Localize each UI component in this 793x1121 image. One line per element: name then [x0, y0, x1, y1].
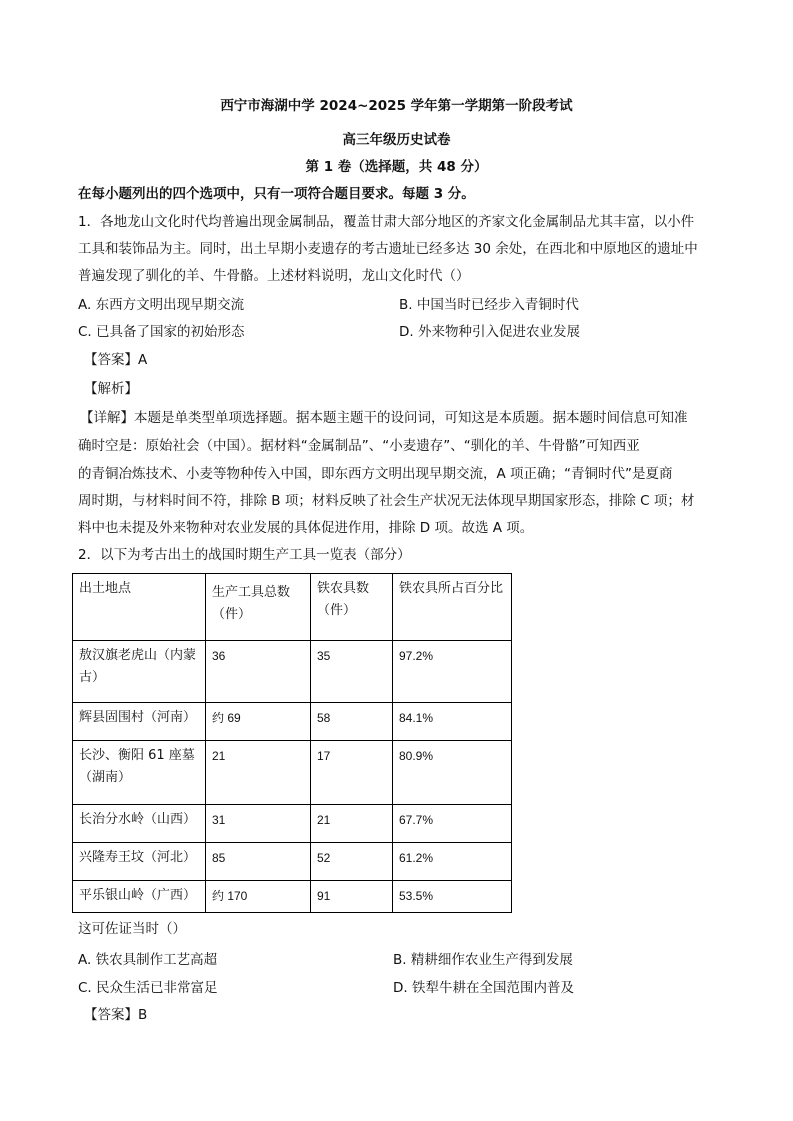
q1-detail-line: 料中也未提及外来物种对农业发展的具体促进作用，排除 D 项。故选 A 项。 [78, 520, 534, 536]
q2-answer: 【答案】B [84, 1007, 148, 1023]
table-cell-site: 长治分水岭（山西） [73, 805, 206, 843]
table-cell-total: 约 69 [206, 703, 311, 741]
table-header-row [73, 574, 512, 641]
table-cell-iron: 21 [311, 805, 393, 843]
table-cell-percent: 84.1% [393, 703, 512, 741]
q1-option-d: D. 外来物种引入促进农业发展 [399, 324, 580, 340]
table-cell-site: 长沙、衡阳 61 座墓（湖南） [73, 741, 206, 805]
table-header-cell: 铁农具所占百分比 [393, 574, 512, 641]
table-cell-site: 敖汉旗老虎山（内蒙古） [73, 641, 206, 703]
table-cell-percent: 80.9% [393, 741, 512, 805]
exam-title: 西宁市海湖中学 2024~2025 学年第一学期第一阶段考试 [220, 98, 573, 114]
table-cell-total: 36 [206, 641, 311, 703]
table-cell-percent: 53.5% [393, 881, 512, 913]
table-cell-iron: 17 [311, 741, 393, 805]
q1-detail-line: 确时空是：原始社会（中国）。据材料“金属制品”、“小麦遗存”、“驯化的羊、牛骨骼”可知西亚 [78, 438, 640, 454]
table-cell-iron: 52 [311, 843, 393, 881]
table-cell-site: 兴隆寿王坟（河北） [73, 843, 206, 881]
table-cell-iron: 91 [311, 881, 393, 913]
tools-table [72, 573, 512, 913]
table-row [73, 641, 512, 703]
q2-option-a: A. 铁农具制作工艺高超 [78, 952, 218, 968]
exam-subtitle: 高三年级历史试卷 [342, 132, 451, 148]
section-heading: 第 1 卷（选择题，共 48 分） [305, 159, 488, 175]
table-cell-site: 辉县固围村（河南） [73, 703, 206, 741]
instruction-text: 在每小题列出的四个选项中，只有一项符合题目要求。每题 3 分。 [78, 186, 475, 202]
table-cell-iron: 58 [311, 703, 393, 741]
table-cell-percent: 67.7% [393, 805, 512, 843]
q1-analysis-label: 【解析】 [84, 381, 138, 397]
q1-stem-line: 1．各地龙山文化时代均普遍出现金属制品，覆盖甘肃大部分地区的齐家文化金属制品尤其丰富，以小件 [78, 214, 695, 230]
q2-option-c: C. 民众生活已非常富足 [78, 980, 218, 996]
table-row [73, 805, 512, 843]
q1-option-a: A. 东西方文明出现早期交流 [78, 297, 245, 313]
table-row [73, 703, 512, 741]
table-cell-total: 85 [206, 843, 311, 881]
table-cell-iron: 35 [311, 641, 393, 703]
table-cell-site: 平乐银山岭（广西） [73, 881, 206, 913]
q2-stem: 2．以下为考古出土的战国时期生产工具一览表（部分） [78, 547, 411, 563]
q1-option-c: C. 已具备了国家的初始形态 [78, 324, 245, 340]
table-header-cell: 铁农具数（件） [311, 574, 393, 641]
q1-detail-line: 【详解】本题是单类型单项选择题。据本题主题干的设问词，可知这是本质题。据本题时间信息可知准 [80, 410, 688, 426]
q1-option-b: B. 中国当时已经步入青铜时代 [399, 297, 579, 313]
q2-option-d: D. 铁犁牛耕在全国范围内普及 [393, 980, 574, 996]
q1-detail-line: 周时期，与材料时间不符，排除 B 项；材料反映了社会生产状况无法体现早期国家形态，排除 C 项；材 [78, 493, 695, 509]
table-cell-total: 21 [206, 741, 311, 805]
q2-option-b: B. 精耕细作农业生产得到发展 [393, 952, 573, 968]
q1-stem-line: 普遍发现了驯化的羊、牛骨骼。上述材料说明，龙山文化时代（） [78, 268, 470, 284]
q1-detail-line: 的青铜冶炼技术、小麦等物种传入中国，即东西方文明出现早期交流，A 项正确；“青铜时代”是夏商 [78, 466, 673, 482]
table-cell-total: 31 [206, 805, 311, 843]
q2-conclusion: 这可佐证当时（） [78, 921, 186, 937]
table-header-cell: 生产工具总数（件） [206, 574, 311, 641]
table-row [73, 881, 512, 913]
table-row [73, 741, 512, 805]
table-header-cell: 出土地点 [73, 574, 206, 641]
table-row [73, 843, 512, 881]
table-cell-percent: 97.2% [393, 641, 512, 703]
table-cell-percent: 61.2% [393, 843, 512, 881]
q1-answer: 【答案】A [84, 352, 148, 368]
q1-stem-line: 工具和装饰品为主。同时，出土早期小麦遗存的考古遗址已经多达 30 余处，在西北和中原地区的遗址中 [78, 241, 698, 257]
table-cell-total: 约 170 [206, 881, 311, 913]
